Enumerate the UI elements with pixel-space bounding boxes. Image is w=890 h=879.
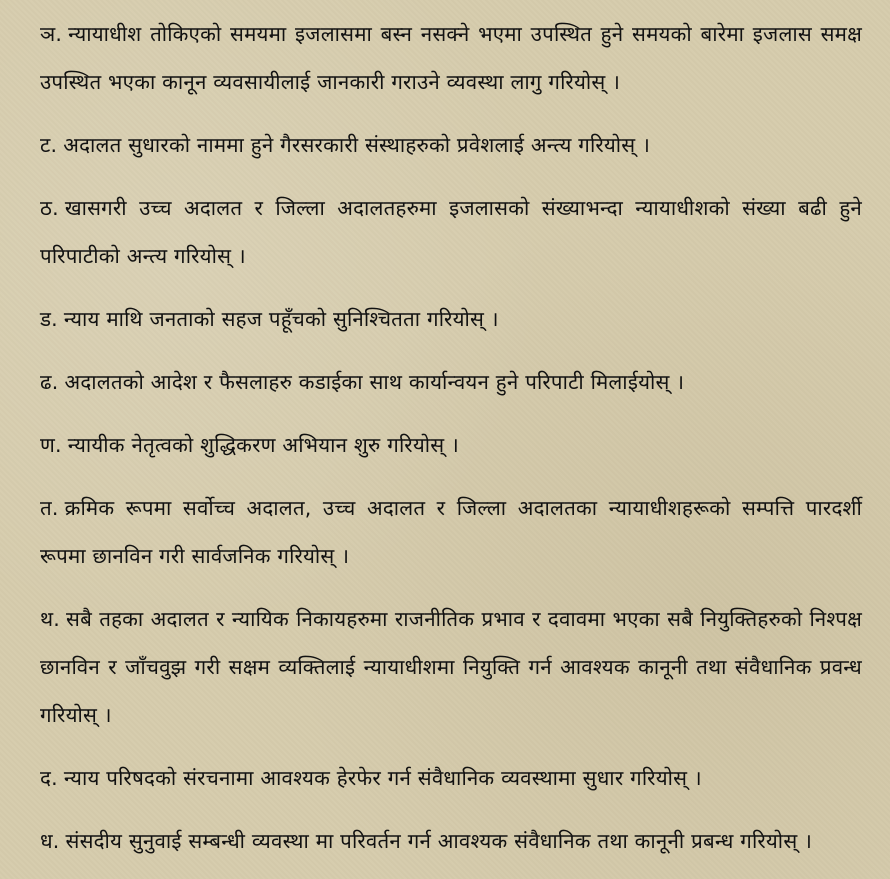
clause-text: अदालतको आदेश र फैसलाहरु कडाईका साथ कार्यान्वयन हुने परिपाटी मिलाईयोस् । xyxy=(64,370,685,394)
clause-text: खासगरी उच्च अदालत र जिल्ला अदालतहरुमा इजलासको संख्याभन्दा न्यायाधीशको संख्या बढी हुने परिपाटीको अन्त्य गरियोस् । xyxy=(40,196,862,268)
clause-marker: ण. xyxy=(40,433,62,457)
clause-tha-dental xyxy=(40,595,862,739)
clause-text: न्यायीक नेतृत्वको शुद्धिकरण अभियान शुरु गरियोस् । xyxy=(67,433,459,457)
clause-nya xyxy=(40,10,862,106)
clause-marker: ध. xyxy=(40,829,60,853)
clause-text: संसदीय सुनुवाई सम्बन्धी व्यवस्था मा परिवर्तन गर्न आवश्यक संवैधानिक तथा कानूनी प्रबन्ध गरियोस् । xyxy=(65,829,813,853)
clause-na xyxy=(40,421,862,469)
clause-marker: ट. xyxy=(40,133,58,157)
clause-ta xyxy=(40,121,862,169)
clause-marker: ढ. xyxy=(40,370,59,394)
clause-text: क्रमिक रूपमा सर्वोच्च अदालत, उच्च अदालत र जिल्ला अदालतका न्यायाधीशहरूको सम्पत्ति पारदर्शी रूपमा छानविन गरी सार्वजनिक गरियोस् । xyxy=(40,496,862,568)
clause-dha xyxy=(40,358,862,406)
clause-dha-dental xyxy=(40,817,862,865)
clause-text: न्याय परिषदको संरचनामा आवश्यक हेरफेर गर्न संवैधानिक व्यवस्थामा सुधार गरियोस् । xyxy=(63,766,702,790)
clause-marker: द. xyxy=(40,766,58,790)
clause-da xyxy=(40,295,862,343)
clause-text: अदालत सुधारको नाममा हुने गैरसरकारी संस्थाहरुको प्रवेशलाई अन्त्य गरियोस् । xyxy=(63,133,651,157)
clause-text: सबै तहका अदालत र न्यायिक निकायहरुमा राजनीतिक प्रभाव र दवावमा भएका सबै नियुक्तिहरुको निश्पक्ष छानविन र जाँचवुझ गरी सक्षम व्यक्तिलाई न्यायाधीशमा नियुक्ति गर्न आवश्यक कानूनी तथा संवैधानिक प्रवन्ध गरियोस् । xyxy=(40,607,862,727)
clause-tha xyxy=(40,184,862,280)
clause-text: न्यायाधीश तोकिएको समयमा इजलासमा बस्न नसक्ने भएमा उपस्थित हुने समयको बारेमा इजलास समक्ष उपस्थित भएका कानून व्यवसायीलाई जानकारी गराउने व्यवस्था लागु गरियोस् । xyxy=(40,22,862,94)
clause-marker: ठ. xyxy=(40,196,59,220)
clause-da-dental xyxy=(40,754,862,802)
clause-text: न्याय माथि जनताको सहज पहूँचको सुनिश्चितता गरियोस् । xyxy=(63,307,499,331)
clause-marker: ञ. xyxy=(40,22,63,46)
clause-marker: थ. xyxy=(40,607,61,631)
clause-marker: ड. xyxy=(40,307,58,331)
clause-marker: त. xyxy=(40,496,59,520)
clause-ta-dental xyxy=(40,484,862,580)
